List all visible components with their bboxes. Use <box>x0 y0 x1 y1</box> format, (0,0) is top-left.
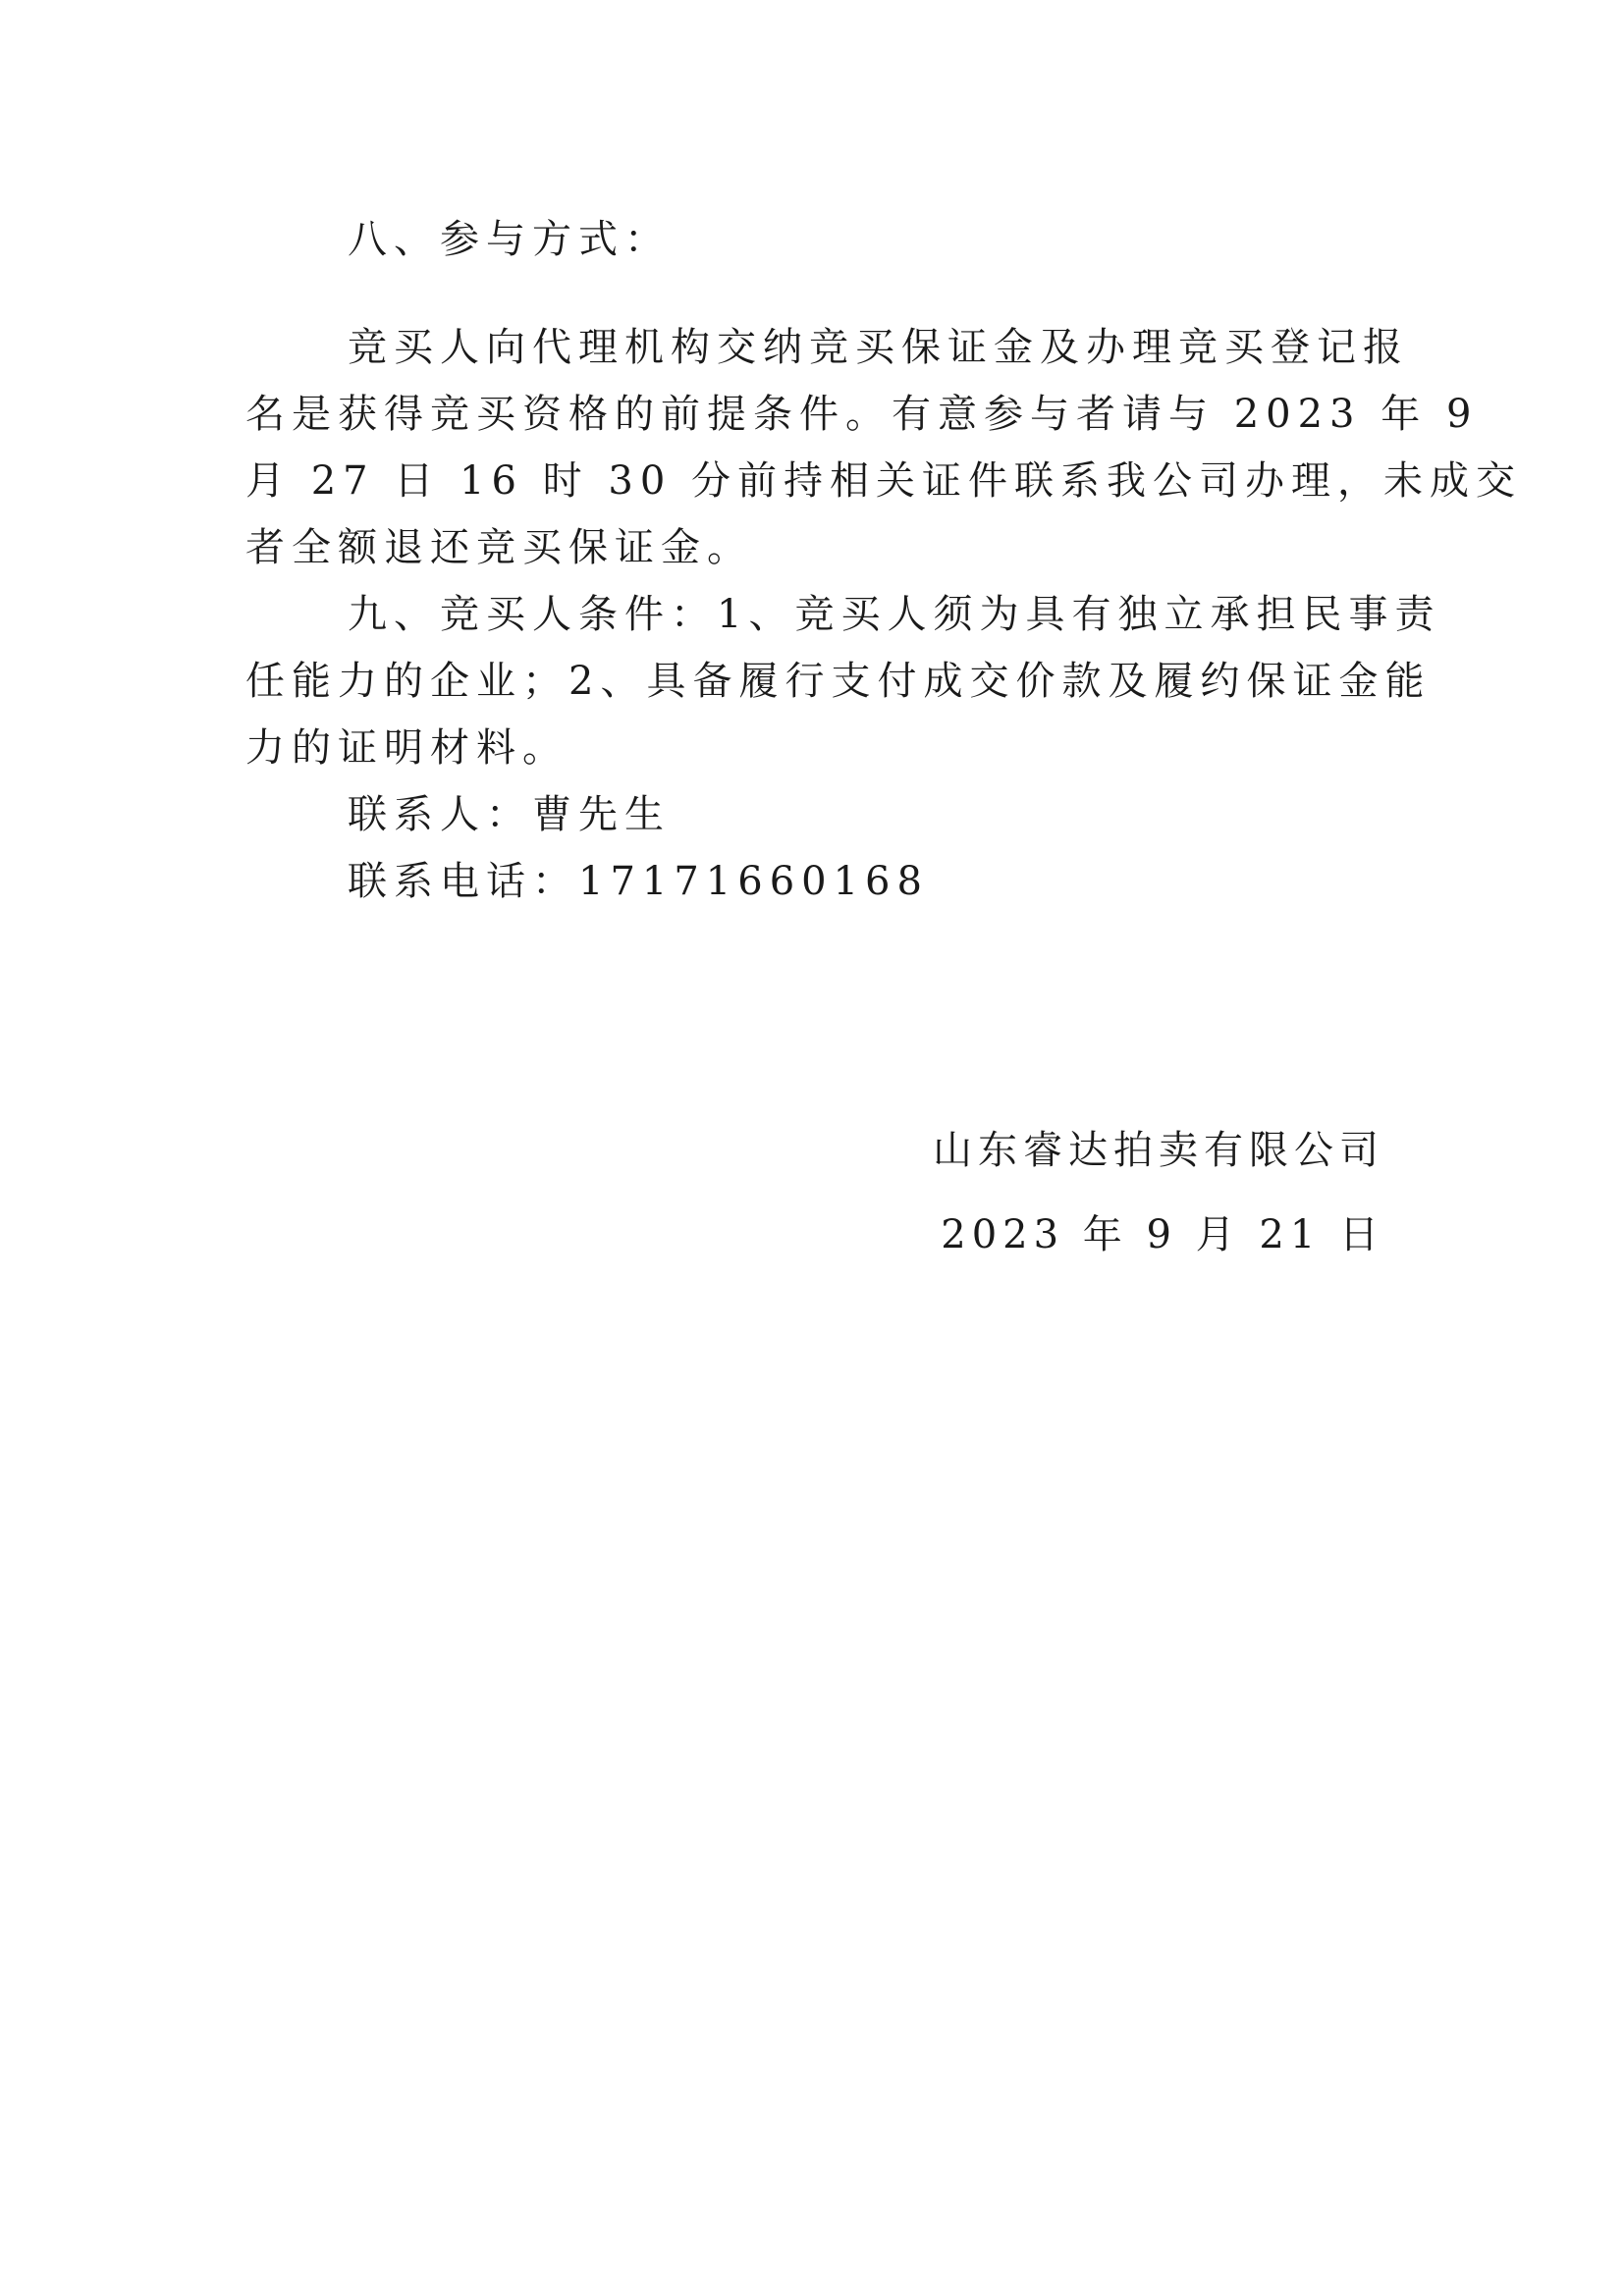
section-9-paragraph-line: 任能力的企业；2、具备履行支付成交价款及履约保证金能 <box>245 659 1432 704</box>
section-8-paragraph-line: 者全额退还竞买保证金。 <box>245 525 753 570</box>
section-9-paragraph-line: 力的证明材料。 <box>245 725 568 771</box>
section-8-paragraph-line: 竞买人向代理机构交纳竞买保证金及办理竞买登记报 <box>348 325 1409 370</box>
signature-date: 2023 年 9 月 21 日 <box>941 1212 1384 1257</box>
document-body <box>245 206 1522 915</box>
section-8-paragraph-line: 名是获得竞买资格的前提条件。有意参与者请与 2023 年 9 <box>245 392 1479 437</box>
signature-company: 山东睿达拍卖有限公司 <box>933 1128 1384 1173</box>
contact-phone: 联系电话：17171660168 <box>348 859 929 904</box>
section-8-heading: 八、参与方式： <box>348 217 671 262</box>
section-8-paragraph-line: 月 27 日 16 时 30 分前持相关证件联系我公司办理，未成交 <box>245 458 1522 504</box>
contact-person: 联系人：曹先生 <box>348 792 671 837</box>
section-9-paragraph-line: 九、竞买人条件：1、竞买人须为具有独立承担民事责 <box>348 592 1441 637</box>
